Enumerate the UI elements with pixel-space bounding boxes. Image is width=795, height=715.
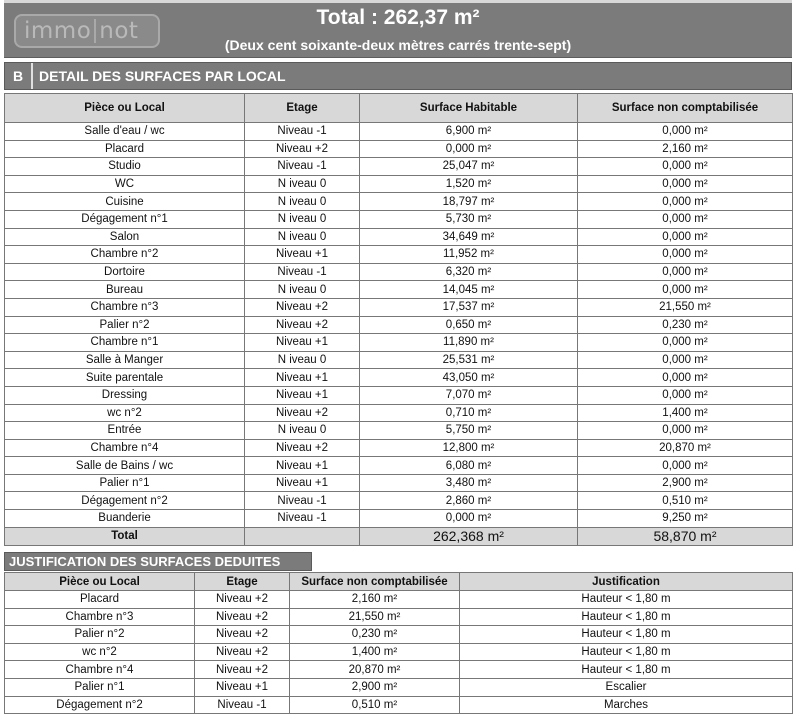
cell-non-compt: 0,000 m² (578, 158, 793, 176)
cell-justification: Hauteur < 1,80 m (460, 661, 793, 679)
justification-table (4, 572, 793, 714)
total-surface-words: (Deux cent soixante-deux mètres carrés trente-sept) (224, 37, 572, 53)
cell-piece: Cuisine (5, 193, 245, 211)
cell-etage: Niveau +2 (195, 643, 290, 661)
cell-piece: Salle à Manger (5, 351, 245, 369)
cell-piece: Palier n°2 (5, 316, 245, 334)
cell-non-compt: 2,160 m² (578, 140, 793, 158)
col-header-etage: Etage (245, 94, 360, 123)
col-header-habitable: Surface Habitable (360, 94, 578, 123)
table-row (5, 351, 793, 369)
cell-habitable: 34,649 m² (360, 228, 578, 246)
cell-non-compt: 21,550 m² (578, 298, 793, 316)
cell-etage: Niveau -1 (245, 492, 360, 510)
table-row (5, 661, 793, 679)
cell-non-compt: 0,000 m² (578, 386, 793, 404)
cell-habitable: 43,050 m² (360, 369, 578, 387)
cell-habitable: 6,320 m² (360, 263, 578, 281)
cell-etage: N iveau 0 (245, 228, 360, 246)
table-row (5, 626, 793, 644)
cell-non-compt: 0,000 m² (578, 175, 793, 193)
cell-etage: N iveau 0 (245, 193, 360, 211)
table-row (5, 140, 793, 158)
cell-justification: Hauteur < 1,80 m (460, 591, 793, 609)
cell-etage: Niveau +2 (195, 626, 290, 644)
table-row (5, 281, 793, 299)
cell-non-compt: 0,000 m² (578, 369, 793, 387)
col-header-non-compt: Surface non comptabilisée (578, 94, 793, 123)
cell-non-compt: 0,000 m² (578, 228, 793, 246)
cell-surface: 0,510 m² (290, 696, 460, 714)
cell-etage: Niveau +2 (195, 608, 290, 626)
cell-habitable: 5,730 m² (360, 210, 578, 228)
cell-piece: Studio (5, 158, 245, 176)
total-surface-title: Total : 262,37 m² (316, 6, 480, 29)
cell-surface: 2,160 m² (290, 591, 460, 609)
cell-etage: Niveau +1 (245, 474, 360, 492)
cell-etage: N iveau 0 (245, 175, 360, 193)
cell-non-compt: 0,000 m² (578, 334, 793, 352)
cell-non-compt: 9,250 m² (578, 510, 793, 528)
cell-habitable: 14,045 m² (360, 281, 578, 299)
cell-etage: Niveau +1 (195, 678, 290, 696)
section-letter: B (5, 63, 33, 89)
table-row (5, 510, 793, 528)
cell-non-compt: 0,230 m² (578, 316, 793, 334)
cell-etage: Niveau -1 (245, 158, 360, 176)
cell-habitable: 6,900 m² (360, 123, 578, 141)
cell-non-compt: 0,510 m² (578, 492, 793, 510)
cell-etage: Niveau +2 (245, 404, 360, 422)
cell-piece: wc n°2 (5, 643, 195, 661)
cell-non-compt: 0,000 m² (578, 457, 793, 475)
cell-habitable: 5,750 m² (360, 422, 578, 440)
cell-etage: Niveau +1 (245, 457, 360, 475)
cell-surface: 2,900 m² (290, 678, 460, 696)
cell-etage: Niveau +2 (195, 661, 290, 679)
cell-non-compt: 0,000 m² (578, 422, 793, 440)
cell-piece: Dégagement n°2 (5, 492, 245, 510)
table-row (5, 404, 793, 422)
cell-piece: Dressing (5, 386, 245, 404)
cell-habitable: 1,520 m² (360, 175, 578, 193)
header-top-strip (4, 0, 792, 3)
cell-habitable: 0,710 m² (360, 404, 578, 422)
cell-piece: Chambre n°3 (5, 298, 245, 316)
cell-habitable: 11,952 m² (360, 246, 578, 264)
cell-piece: Chambre n°2 (5, 246, 245, 264)
cell-habitable: 3,480 m² (360, 474, 578, 492)
cell-piece: Buanderie (5, 510, 245, 528)
cell-etage: Niveau +2 (245, 439, 360, 457)
cell-habitable: 17,537 m² (360, 298, 578, 316)
cell-piece: Palier n°2 (5, 626, 195, 644)
justification-header-row (5, 573, 793, 591)
cell-habitable: 2,860 m² (360, 492, 578, 510)
table-row (5, 263, 793, 281)
table-row (5, 608, 793, 626)
col-header-surface: Surface non comptabilisée (290, 573, 460, 591)
cell-etage: Niveau -1 (245, 123, 360, 141)
cell-habitable: 12,800 m² (360, 439, 578, 457)
logo-text-left: immo (24, 18, 92, 44)
total-non-compt: 58,870 m² (578, 527, 793, 545)
cell-piece: Chambre n°3 (5, 608, 195, 626)
cell-piece: wc n°2 (5, 404, 245, 422)
cell-surface: 1,400 m² (290, 643, 460, 661)
cell-non-compt: 0,000 m² (578, 246, 793, 264)
cell-piece: Salle de Bains / wc (5, 457, 245, 475)
cell-justification: Escalier (460, 678, 793, 696)
cell-piece: Dégagement n°1 (5, 210, 245, 228)
summary-header (4, 0, 792, 58)
cell-piece: Chambre n°4 (5, 661, 195, 679)
col-header-etage: Etage (195, 573, 290, 591)
cell-non-compt: 0,000 m² (578, 210, 793, 228)
cell-etage: Niveau +2 (245, 316, 360, 334)
table-row (5, 457, 793, 475)
cell-habitable: 7,070 m² (360, 386, 578, 404)
total-empty-cell (245, 527, 360, 545)
table-row (5, 158, 793, 176)
cell-etage: N iveau 0 (245, 210, 360, 228)
table-row (5, 246, 793, 264)
cell-habitable: 6,080 m² (360, 457, 578, 475)
cell-habitable: 0,650 m² (360, 316, 578, 334)
detail-surfaces-table (4, 93, 793, 546)
cell-piece: WC (5, 175, 245, 193)
cell-justification: Hauteur < 1,80 m (460, 643, 793, 661)
table-row (5, 696, 793, 714)
table-row (5, 369, 793, 387)
cell-piece: Bureau (5, 281, 245, 299)
cell-non-compt: 0,000 m² (578, 281, 793, 299)
cell-non-compt: 0,000 m² (578, 193, 793, 211)
table-row (5, 334, 793, 352)
cell-non-compt: 2,900 m² (578, 474, 793, 492)
table-row (5, 678, 793, 696)
section-title: DETAIL DES SURFACES PAR LOCAL (39, 68, 286, 84)
cell-piece: Palier n°1 (5, 474, 245, 492)
col-header-piece: Pièce ou Local (5, 573, 195, 591)
cell-etage: Niveau +1 (245, 334, 360, 352)
table-row (5, 175, 793, 193)
cell-piece: Placard (5, 591, 195, 609)
cell-surface: 0,230 m² (290, 626, 460, 644)
table-row (5, 386, 793, 404)
col-header-piece: Pièce ou Local (5, 94, 245, 123)
cell-etage: Niveau +2 (245, 298, 360, 316)
cell-piece: Chambre n°1 (5, 334, 245, 352)
cell-justification: Marches (460, 696, 793, 714)
cell-etage: Niveau +2 (195, 591, 290, 609)
table-row (5, 228, 793, 246)
cell-justification: Hauteur < 1,80 m (460, 626, 793, 644)
cell-etage: Niveau -1 (245, 263, 360, 281)
table-row (5, 643, 793, 661)
section-b-header (4, 62, 792, 90)
cell-non-compt: 1,400 m² (578, 404, 793, 422)
cell-habitable: 11,890 m² (360, 334, 578, 352)
cell-non-compt: 0,000 m² (578, 351, 793, 369)
detail-header-row (5, 94, 793, 123)
logo-text-right: not (99, 18, 139, 44)
cell-habitable: 0,000 m² (360, 510, 578, 528)
table-row (5, 316, 793, 334)
table-row (5, 210, 793, 228)
cell-non-compt: 0,000 m² (578, 263, 793, 281)
total-row (5, 527, 793, 545)
cell-etage: N iveau 0 (245, 351, 360, 369)
cell-habitable: 18,797 m² (360, 193, 578, 211)
cell-etage: N iveau 0 (245, 281, 360, 299)
cell-piece: Palier n°1 (5, 678, 195, 696)
cell-piece: Dégagement n°2 (5, 696, 195, 714)
cell-etage: N iveau 0 (245, 422, 360, 440)
cell-habitable: 0,000 m² (360, 140, 578, 158)
cell-surface: 20,870 m² (290, 661, 460, 679)
table-row (5, 591, 793, 609)
table-row (5, 123, 793, 141)
table-row (5, 439, 793, 457)
cell-piece: Dortoire (5, 263, 245, 281)
cell-habitable: 25,531 m² (360, 351, 578, 369)
table-row (5, 298, 793, 316)
table-row (5, 492, 793, 510)
table-row (5, 193, 793, 211)
total-label: Total (5, 527, 245, 545)
cell-piece: Placard (5, 140, 245, 158)
table-row (5, 422, 793, 440)
cell-etage: Niveau +1 (245, 246, 360, 264)
cell-non-compt: 0,000 m² (578, 123, 793, 141)
cell-non-compt: 20,870 m² (578, 439, 793, 457)
cell-piece: Suite parentale (5, 369, 245, 387)
col-header-justification: Justification (460, 573, 793, 591)
cell-etage: Niveau -1 (245, 510, 360, 528)
cell-etage: Niveau +2 (245, 140, 360, 158)
cell-piece: Chambre n°4 (5, 439, 245, 457)
cell-piece: Salon (5, 228, 245, 246)
cell-piece: Salle d'eau / wc (5, 123, 245, 141)
justification-header: JUSTIFICATION DES SURFACES DEDUITES (4, 552, 312, 571)
table-row (5, 474, 793, 492)
total-habitable: 262,368 m² (360, 527, 578, 545)
cell-etage: Niveau +1 (245, 369, 360, 387)
cell-surface: 21,550 m² (290, 608, 460, 626)
cell-piece: Entrée (5, 422, 245, 440)
cell-habitable: 25,047 m² (360, 158, 578, 176)
cell-etage: Niveau -1 (195, 696, 290, 714)
cell-justification: Hauteur < 1,80 m (460, 608, 793, 626)
cell-etage: Niveau +1 (245, 386, 360, 404)
